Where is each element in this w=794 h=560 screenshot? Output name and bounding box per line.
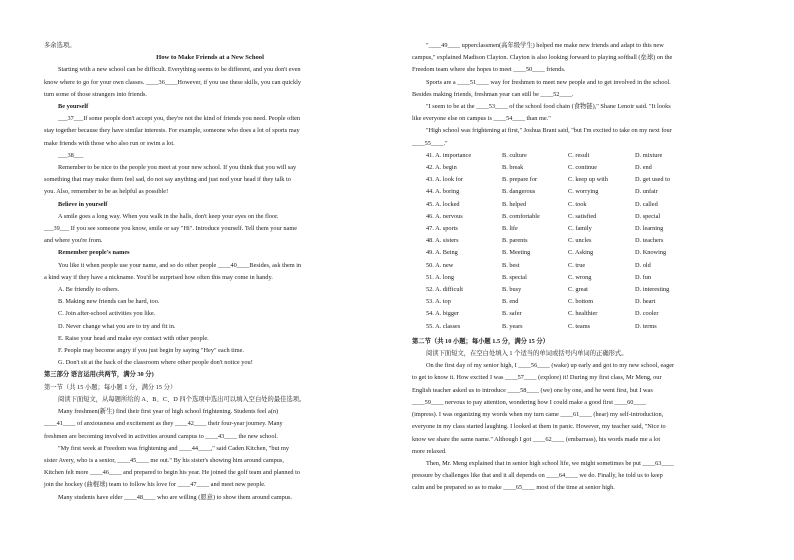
option-cell: C. worrying (568, 188, 599, 196)
option-cell: B. dangerous (502, 188, 536, 196)
option-cell: 45. A. locked (426, 200, 460, 208)
paragraph-line: Kitchen felt more ____46____ and prepared to begin his year. He joined the golf team and planned to (44, 469, 300, 477)
option-cell: B. break (502, 164, 524, 172)
option-cell: 51. A. long (426, 273, 454, 281)
paragraph-line: "I seem to be at the ____53____ of the school food chain (食物链)," Shane Lenoir said. "It looks (426, 103, 671, 111)
option-row (426, 272, 756, 284)
section-one-instruction: 阅读下面短文，从每题所给的 A、B、C、D 四个选项中选出可以填入空白处的最佳选项。 (58, 395, 306, 403)
blank-38: ___38___ (58, 151, 84, 159)
paragraph-line: like everyone else on campus is ____54____ than me." (412, 115, 551, 123)
option-cell: D. cooler (635, 310, 659, 318)
paragraph-line: Freedom team where she hopes to meet ____50____ friends. (412, 66, 566, 74)
option-cell: B. culture (502, 151, 527, 159)
option-cell: D. fun (635, 273, 652, 281)
option-cell: B. years (502, 322, 523, 330)
option-cell: D. old (635, 261, 651, 269)
paragraph-line: calm and be prepared so as to make ____65____ most of the time at senior high. (412, 484, 615, 492)
option-g: G. Don't sit at the back of the classroom where other people don't notice you! (58, 359, 253, 367)
paragraph-line: Many freshmen(新生) find their first year of high school frightening. Students feel a(n) (58, 408, 279, 416)
option-cell: C. family (568, 225, 592, 233)
paragraph-line: A smile goes a long way. When you walk in the halls, don't keep your eyes on the floor. (58, 212, 279, 220)
paragraph-line: campus," explained Madison Clayton. Clayton is also looking forward to playing softball (垒球) on the (412, 54, 673, 62)
paragraph-line: ___39___ If you see someone you know, smile or say "Hi". Introduce yourself. Tell them your name (44, 225, 298, 233)
option-cell: D. end (635, 164, 652, 172)
option-cell: D. interesting (635, 286, 670, 294)
paragraph-line: pressure by challenges like that and it all depends on ____64____ we do. Finally, he told us to keep (412, 472, 663, 480)
option-cell: 53. A. top (426, 298, 451, 306)
option-cell: C. keep up with (568, 176, 608, 184)
option-cell: 43. A. look for (426, 176, 463, 184)
option-cell: C. great (568, 286, 588, 294)
option-b: B. Making new friends can be hard, too. (58, 298, 160, 306)
option-f: F. People may become angry if you just begin by saying "Hey" each time. (58, 347, 244, 355)
paragraph-line: On the first day of my senior high, I ____56____ (wake) up early and got to my new school, eager (426, 362, 675, 370)
paragraph-line: Starting with a new school can be difficult. Everything seems to be different, and you don't even (58, 66, 301, 74)
option-row (426, 235, 756, 247)
option-cell: B. prepare for (502, 176, 538, 184)
paragraph-line: more relaxed. (412, 447, 447, 455)
paragraph-line: freshmen are becoming involved in activities around campus to ____43____ the new school. (44, 432, 278, 440)
paragraph-line: everyone in my class started laughing. I looked at them in panic. However, my teacher said, "Nice to (412, 423, 666, 431)
left-column (44, 40, 376, 504)
option-row (426, 284, 756, 296)
paragraph-line: ____55____." (412, 139, 448, 147)
option-cell: C. wrong (568, 273, 592, 281)
paragraph-line: English teacher asked us to introduce ____58____ (we) one by one, and he went first, but I was (412, 386, 653, 394)
option-cell: 44. A. boring (426, 188, 460, 196)
option-row (426, 186, 756, 198)
option-cell: C. satisfied (568, 212, 597, 220)
paragraph-line: make friends with those who also run or swim a lot. (44, 139, 175, 147)
option-cell: B. end (502, 298, 519, 306)
subheading: Remember people's names (58, 249, 130, 257)
option-row (426, 296, 756, 308)
paragraph-line: "High school was frightening at first," Joshua Brant said, "but I'm excited to take on my next four (426, 127, 672, 135)
option-cell: B. best (502, 261, 520, 269)
option-cell: B. safer (502, 310, 522, 318)
paragraph-line: a kind way if they have a nickname. You'd be surprised how often this may come in handy. (44, 273, 273, 281)
paragraph-line: Besides making friends, freshman year can still be ____52____. (412, 90, 574, 98)
option-d: D. Never change what you are to try and fit in. (58, 322, 176, 330)
option-cell: C. bottom (568, 298, 594, 306)
option-cell: 42. A. begin (426, 164, 457, 172)
paragraph-line: you. Also, remember to be as helpful as possible! (44, 188, 169, 196)
paragraph-line: stay together because they have similar interests. For example, someone who does a lot of sports may (44, 127, 300, 135)
option-cell: D. terms (635, 322, 657, 330)
option-row (426, 199, 756, 211)
option-cell: D. special (635, 212, 661, 220)
option-cell: D. unfair (635, 188, 658, 196)
section-two-instruction: 阅读下面短文，在空白处填入 1 个适当的单词或括号内单词的正确形式。 (426, 350, 628, 358)
option-cell: D. called (635, 200, 658, 208)
paragraph-line: ___37___If some people don't accept you, they're not the kind of friends you need. People often (58, 115, 301, 123)
option-cell: 41. A. importance (426, 151, 472, 159)
option-cell: D. heart (635, 298, 656, 306)
option-cell: D. Knowing (635, 249, 667, 257)
paragraph-line: turn some of those strangers into friends. (44, 90, 148, 98)
option-cell: C. result (568, 151, 590, 159)
option-cell: 50. A. new (426, 261, 454, 269)
paragraph-line: Many students have elder ____48____ who are willing (愿意) to show them around campus. (58, 493, 292, 501)
option-cell: C. teams (568, 322, 591, 330)
paragraph-line: Sports are a ____51____ way for freshmen to meet new people and to get involved in the school. (426, 78, 671, 86)
option-cell: B. life (502, 225, 518, 233)
paragraph-line: Remember to be nice to the people you meet at your new school. If you think that you will say (58, 164, 297, 172)
option-cell: C. continue (568, 164, 598, 172)
option-cell: 47. A. sports (426, 225, 458, 233)
option-row (426, 174, 756, 186)
option-cell: 55. A. classes (426, 322, 461, 330)
option-cell: D. learning (635, 225, 664, 233)
option-e: E. Raise your head and make eye contact with other people. (58, 334, 209, 342)
option-cell: 49. A. Being (426, 249, 458, 257)
option-row (426, 211, 756, 223)
option-a: A. Be friendly to others. (58, 286, 120, 294)
option-cell: 48. A. sisters (426, 237, 459, 245)
option-cell: C. uncles (568, 237, 592, 245)
paragraph-line: know we share the same name." Although I got ____62____ (embarrass), his words made me a lot (412, 435, 661, 443)
option-cell: 46. A. nervous (426, 212, 463, 220)
intro-text: 多余选项。 (44, 42, 76, 49)
right-column (412, 40, 756, 495)
paragraph-line: and where you're from. (44, 237, 103, 245)
section-two-heading: 第二节（共 10 小题；每小题 1.5 分，满分 15 分） (412, 337, 549, 345)
option-cell: C. took (568, 200, 587, 208)
option-cell: 54. A. bigger (426, 310, 459, 318)
option-cell: C. true (568, 261, 586, 269)
option-row (426, 150, 756, 162)
option-cell: 52. A. difficult (426, 286, 463, 294)
option-row (426, 223, 756, 235)
option-cell: C. Asking (568, 249, 594, 257)
subheading: Be yourself (58, 103, 89, 111)
section-one-heading: 第一节（共 15 小题；每小题 1 分，满分 15 分） (44, 383, 177, 391)
option-cell: B. comfortable (502, 212, 540, 220)
paragraph-line: to get to know it. How excited I was ____57____ (explore) it! During my first class, Mr Meng, our (412, 374, 662, 382)
paragraph-line: You like it when people use your name, and so do other people ____40____Besides, ask them in (58, 261, 302, 269)
option-cell: D. teachers (635, 237, 664, 245)
paragraph-line: "____49____ upperclassmen(高年级学生) helped me make new friends and adapt to this new (426, 42, 664, 49)
option-cell: B. busy (502, 286, 522, 294)
option-row (426, 308, 756, 320)
option-row (426, 260, 756, 272)
paragraph-line: something that may make them feel sad, do not say anything and just nod your head if they talk to (44, 176, 291, 184)
option-cell: B. special (502, 273, 527, 281)
option-c: C. Join after-school activities you like. (58, 310, 156, 318)
option-cell: C. healthier (568, 310, 598, 318)
paragraph-line: ____59____ nervous to pay attention, wondering how I could make a good first ____60____ (412, 398, 646, 406)
paragraph-line: join the hockey (曲棍球) team to follow his love for ____47____ and meet new people. (44, 481, 266, 489)
option-row (426, 162, 756, 174)
paragraph-line: (impress). I was organizing my words when my turn came ____61____ (hear) my self-introduction, (412, 411, 664, 419)
paragraph-line: sister Avery, who is a senior, ____45____ me out." By his sister's showing him around campus, (44, 456, 284, 464)
subheading: Believe in yourself (58, 200, 108, 208)
option-row (426, 247, 756, 259)
answer-options (426, 150, 756, 333)
option-row (426, 321, 756, 333)
option-cell: B. helped (502, 200, 527, 208)
part-three-heading: 第三部分 语言运用(共两节，满分 30 分) (44, 371, 154, 379)
paragraph-line: know where to go for your own classes. ____36____However, if you use these skills, you can quickly (44, 78, 301, 86)
paragraph-line: "My first week at Freedom was frightening and ____44____," said Caden Kitchen, "but my (58, 444, 290, 452)
option-cell: B. parents (502, 237, 528, 245)
paragraph-line: ____41____ of anxiousness and excitement as they ____42____ their four-year journey. Many (44, 420, 283, 428)
paragraph-line: Then, Mr. Meng explained that in senior high school life, we might sometimes be put ____63____ (426, 459, 674, 467)
option-cell: D. mixture (635, 151, 663, 159)
passage-title: How to Make Friends at a New School (156, 54, 264, 62)
option-cell: B. Meeting (502, 249, 531, 257)
option-cell: D. get used to (635, 176, 670, 184)
